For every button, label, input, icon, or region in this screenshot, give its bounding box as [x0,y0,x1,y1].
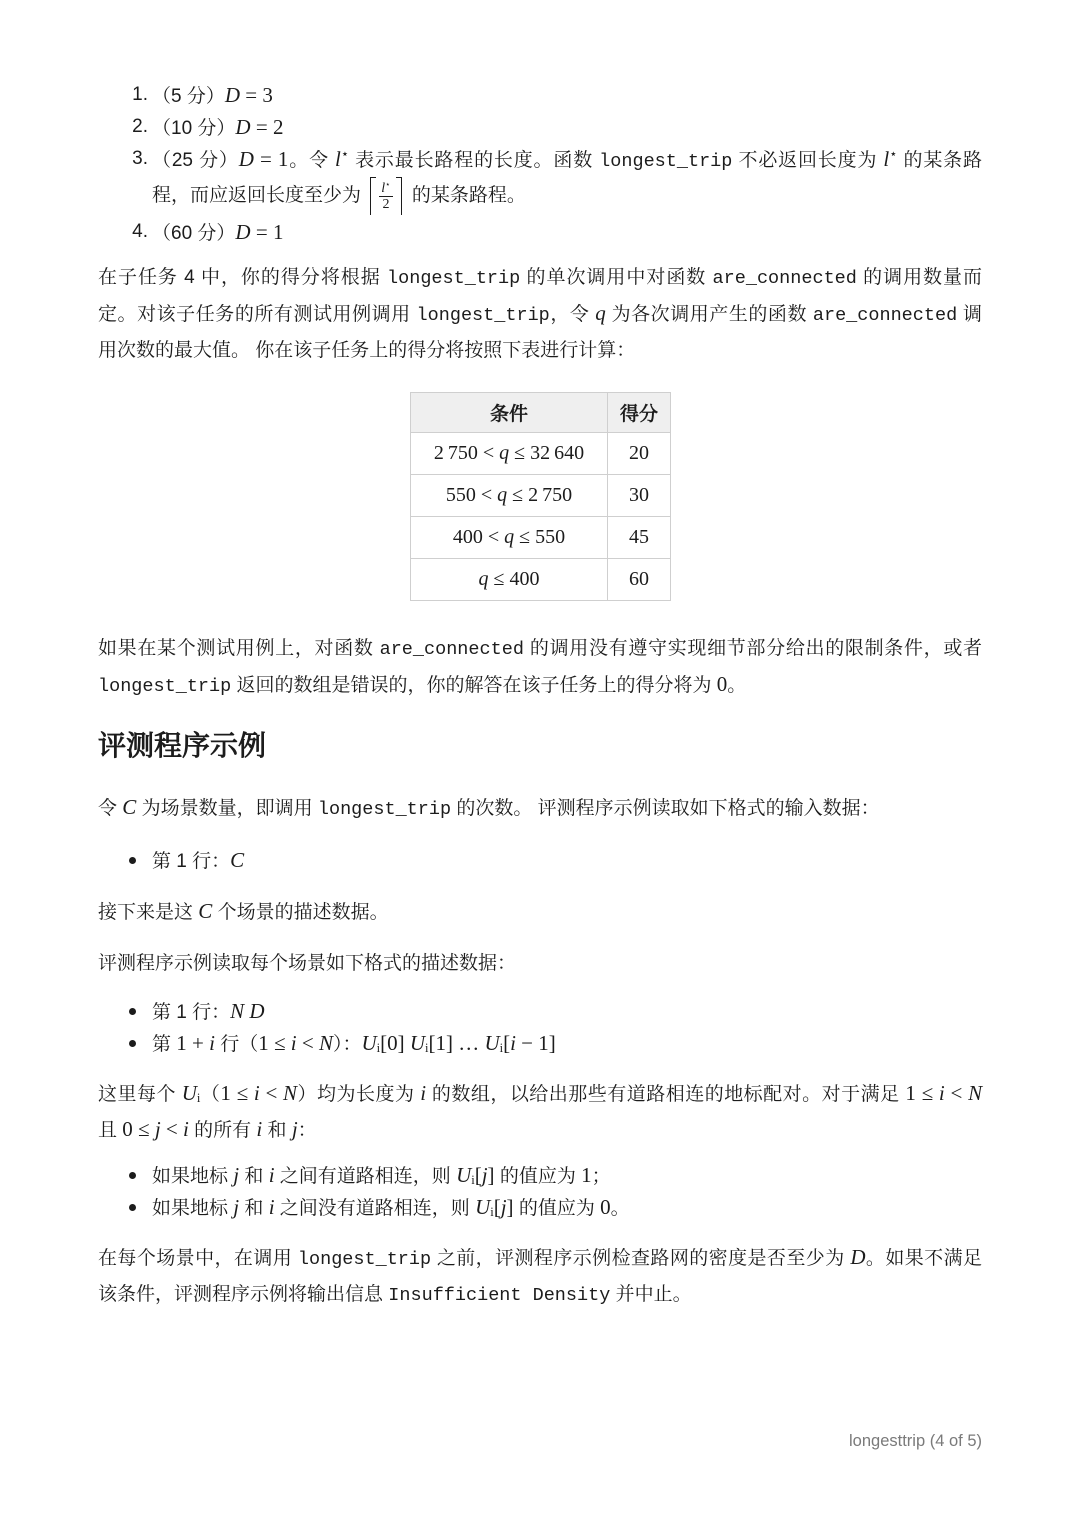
math-expr: j [233,1163,240,1187]
math-expr: C [198,899,213,923]
text-run: 之前，评测程序示例检查路网的密度是否至少为 [431,1248,851,1269]
math-expr: D [850,1245,866,1269]
text-run: 的某条路程，而应返回长度至少为 [152,150,982,207]
list-item [98,1160,982,1192]
text-run: 的值应为 [513,1198,601,1219]
ceiling-bracket-right [396,177,402,215]
text-run: 。如果不满足该条件，评测程序示例将输出信息 [98,1248,982,1305]
math-expr: j [233,1195,240,1219]
table-cell-score [608,517,671,559]
fraction-denominator: 2 [382,196,390,212]
text-run: 为场景数量，即调用 [136,798,318,819]
text-run: 为各次调用产生的函数 [605,304,813,325]
table-cell-condition [411,517,608,559]
math-expr: 2 750 < q ≤ 32 640 [433,442,585,464]
inline-code: longest_trip [98,676,232,697]
paragraph-grader-intro [98,790,982,827]
math-expr: q ≤ 400 [478,568,540,590]
math-expr: l⋆ [335,146,349,171]
list-item [98,1192,982,1224]
math-expr: 550 < q ≤ 2 750 [445,484,573,506]
list-item-content [152,848,245,872]
text-run: （ [200,1084,221,1105]
inline-code: longest_trip [416,305,550,326]
text-run: 评测程序示例读取每个场景如下格式的描述数据： [98,953,517,974]
table-cell-score [608,433,671,475]
math-expr: j [291,1117,298,1141]
bullet-icon [129,857,136,864]
scenario-lines-list [98,996,982,1060]
table-cell-condition [411,475,608,517]
text-run: 。 [610,1198,630,1219]
list-item-content [152,1031,556,1055]
page-footer: longesttrip (4 of 5) [849,1432,982,1450]
fraction [376,177,395,215]
math-expr: 1 ≤ i < N [220,1081,298,1105]
inline-code: longest_trip [387,268,521,289]
list-item-content [152,1195,630,1219]
inline-code: are_connected [379,639,524,660]
text-run: 和 [262,1120,292,1141]
input-format-list [98,845,982,877]
text-run: 不必返回长度为 [732,150,884,171]
math-expr: D = 1 [235,220,284,244]
text-run: 和 [239,1198,269,1219]
table-row [411,517,671,559]
text-run: ： [297,1120,317,1141]
math-expr: i [268,1195,275,1219]
text-run: 行（ [214,1034,259,1055]
text-run: 表示最长路程的长度。函数 [349,150,600,171]
bullet-icon [129,1204,136,1211]
bullet-icon [129,1040,136,1047]
subtask-item-4 [98,217,982,249]
subtask-item-2 [98,112,982,144]
math-expr: i [256,1117,263,1141]
text-run: 并中止。 [610,1284,692,1305]
text-run: ； [591,1166,611,1187]
math-expr: 20 [629,442,649,464]
subtask-number: 4. [132,221,148,242]
text-run: 的调用没有遵守实现细节部分给出的限制条件，或者 [523,638,983,659]
math-expr: 0 [716,672,728,696]
text-run: （10 分） [152,118,236,139]
text-run: 这里每个 [98,1084,182,1105]
math-expr: D = 2 [235,115,284,139]
math-expr: Uᵢ[j] [475,1195,514,1219]
text-run: 如果在某个测试用例上，对函数 [98,638,380,659]
inline-code: longest_trip [297,1249,432,1270]
table-row [411,559,671,601]
math-expr: q [595,301,606,325]
math-expr: 0 [600,1195,611,1219]
math-expr: C [122,795,137,819]
text-run: 的次数。 评测程序示例读取如下格式的输入数据： [451,798,880,819]
inline-code: Insufficient Density [388,1285,611,1306]
section-heading: 评测程序示例 [98,730,267,761]
list-item-content [152,999,265,1023]
subtask-content [152,115,284,139]
text-run: 接下来是这 [98,902,199,923]
text-run: 调用次数的最大值。 你在该子任务上的得分将按照下表进行计算： [98,304,983,361]
adjacency-values-list [98,1160,982,1224]
text-run: （60 分） [152,223,236,244]
math-expr: C [230,848,245,872]
paragraph-adjacency-explain [98,1076,982,1148]
text-run: 在子任务 4 中，你的得分将根据 [98,267,388,288]
subtask-content [152,83,273,107]
list-item [98,845,982,877]
table-cell-score [608,475,671,517]
math-expr: 30 [629,484,649,506]
math-expr: D = 3 [224,83,273,107]
text-run: 令 [98,798,123,819]
list-item-content [152,1163,611,1187]
text-run: 在每个场景中，在调用 [98,1248,298,1269]
math-expr: Uᵢ[0] Uᵢ[1] … Uᵢ[i − 1] [361,1031,556,1055]
table-header-score: 得分 [608,393,671,433]
subtask-list [98,80,982,249]
math-expr: 400 < q ≤ 550 [452,526,566,548]
paragraph-scenarios-follow [98,894,982,930]
math-expr: Uᵢ [181,1081,201,1105]
subtask-item-1 [98,80,982,112]
text-run: 的值应为 [494,1166,582,1187]
paragraph-invalid-result [98,631,982,704]
inline-code: longest_trip [317,799,452,820]
subtask-content [152,146,982,212]
table-header-condition: 条件 [411,393,608,433]
table-row [411,475,671,517]
math-expr: Uᵢ[j] [456,1163,495,1187]
subtask-number: 1. [132,84,148,105]
table-cell-score [608,559,671,601]
subtask-number: 2. [132,116,148,137]
math-expr: 1 [581,1163,592,1187]
text-run: 第 [152,1034,177,1055]
text-run: 的数组，以给出那些有道路相连的地标配对。对于满足 [426,1084,906,1105]
table-row [411,433,671,475]
text-run: 。 [727,675,747,696]
bullet-icon [129,1172,136,1179]
text-run: 如果地标 [152,1198,234,1219]
text-run: ）： [332,1034,362,1055]
text-run: 。令 [288,150,335,171]
inline-code: are_connected [712,268,857,289]
math-expr: N D [230,999,265,1023]
text-run: 返回的数组是错误的，你的解答在该子任务上的得分将为 [231,675,717,696]
text-run: 如果地标 [152,1166,234,1187]
paragraph-subtask4-scoring [98,260,982,368]
text-run: ，令 [549,304,596,325]
score-table [410,392,671,601]
math-expr: i [420,1081,427,1105]
text-run: 第 1 行： [152,1002,231,1023]
subtask-item-3 [98,144,982,215]
text-run: 的所有 [188,1120,257,1141]
math-expr: D = 1 [238,147,289,171]
list-item [98,996,982,1028]
table-cell-condition [411,433,608,475]
math-expr: l⋆ [883,146,898,171]
ceiling-expression [370,177,401,215]
paragraph-scenario-format [98,946,982,981]
text-run: 且 [98,1120,123,1141]
inline-code: longest_trip [599,151,733,172]
math-expr: i [268,1163,275,1187]
text-run: 第 1 行： [152,851,231,872]
text-run: （5 分） [152,86,225,107]
math-expr: 1 ≤ i < N [258,1031,333,1055]
math-expr: 1 ≤ i < N [905,1081,983,1105]
text-run: 个场景的描述数据。 [212,902,389,923]
bullet-icon [129,1008,136,1015]
text-run: （25 分） [152,150,239,171]
text-run: 之间有道路相连，则 [274,1166,457,1187]
text-run: ）均为长度为 [297,1084,421,1105]
text-run: 的单次调用中对函数 [520,267,713,288]
fraction-numerator: l⋆ [381,178,391,196]
text-run: 的调用数量而定。对该子任务的所有测试用例调用 [98,267,983,325]
table-cell-condition [411,559,608,601]
text-run: 和 [239,1166,269,1187]
math-expr: 0 ≤ j < i [122,1117,189,1141]
math-expr: 60 [629,568,649,590]
inline-code: are_connected [812,305,958,326]
subtask-number: 3. [132,148,148,169]
subtask-content [152,220,284,244]
math-expr: 45 [629,526,649,548]
table-header-row [411,393,671,433]
paragraph-density-check [98,1240,982,1313]
text-run: 之间没有道路相连，则 [274,1198,476,1219]
math-expr: 1 + i [176,1031,215,1055]
text-run: 的某条路程。 [406,185,526,207]
list-item [98,1028,982,1060]
